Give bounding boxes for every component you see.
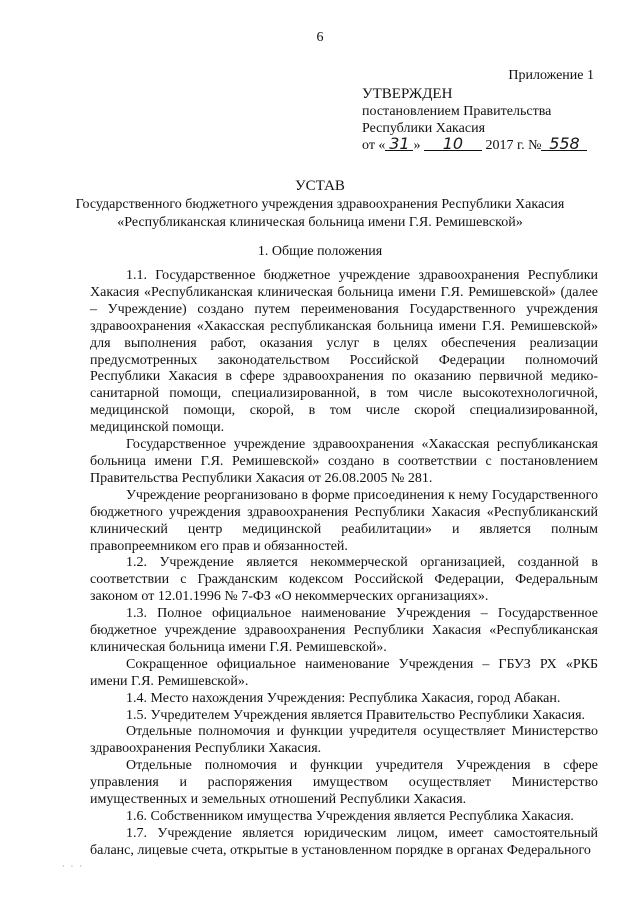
date-mid: » <box>413 138 421 153</box>
handwritten-month: 10 <box>424 137 482 151</box>
number-prefix: № <box>528 138 542 153</box>
section-heading: 1. Общие положения <box>257 244 383 259</box>
paragraph: 1.7. Учреждение является юридическим лицом, имеет самостоятельный баланс, лицевые счета, открытые в установленном порядке в органах Федерального <box>90 825 598 858</box>
handwritten-decree-number: 558 <box>541 137 587 151</box>
approval-block <box>362 86 587 154</box>
subtitle-line-2: «Республиканская клиническая больница имени Г.Я. Ремишевской» <box>117 215 523 230</box>
approved-label: УТВЕРЖДЕН <box>362 86 453 102</box>
paragraph: Отдельные полномочия и функции учредителя Учреждения в сфере управления и распоряжения имуществом осуществляет Министерство имущественных и земельных отношений Республики Хакасия. <box>90 758 598 808</box>
decree-year: 2017 г. <box>485 138 525 153</box>
paragraph: 1.1. Государственное бюджетное учреждение здравоохранения Республики Хакасия «Республиканская клиническая больница имени Г.Я. Ремишевской» (далее – Учреждение) создано путем переименования Государственного учреждения здравоохранения «Хакасская республиканская больница имени Г.Я. Ремишевской» для выполнения работ, оказания услуг в целях обеспечения реализации предусмотренных законодательством Российской Федерации полномочий Республики Хакасия в сфере здравоохранения по оказанию первичной медико-санитарной помощи, специализированной, в том числе высокотехнологичной, медицинской помощи, скорой, в том числе скорой специализированной, медицинской помощи. <box>90 268 598 436</box>
charter-title: УСТАВ <box>295 178 345 194</box>
paragraph: 1.3. Полное официальное наименование Учреждения – Государственное бюджетное учреждение здравоохранения Республики Хакасия «Республиканская клиническая больница имени Г.Я. Ремишевской». <box>90 606 598 655</box>
decree-line-1: постановлением Правительства <box>362 104 552 119</box>
paragraph: Учреждение реорганизовано в форме присоединения к нему Государственного бюджетного учреждения здравоохранения Республики Хакасия «Республиканский клинический центр медицинской реабилитации» и является полным правопреемником его прав и обязанностей. <box>90 487 598 554</box>
document-body <box>90 268 598 860</box>
paragraph: 1.4. Место нахождения Учреждения: Республика Хакасия, город Абакан. <box>126 690 561 706</box>
paragraph: Сокращенное официальное наименование Учреждения – ГБУЗ РХ «РКБ имени Г.Я. Ремишевской». <box>90 656 598 689</box>
appendix-label: Приложение 1 <box>508 68 594 83</box>
paragraph: 1.2. Учреждение является некоммерческой организацией, созданной в соответствии с Гражданским кодексом Российской Федерации, Федеральным законом от 12.01.1996 № 7-ФЗ «О некоммерческих организациях». <box>90 555 598 605</box>
paragraph: 1.6. Собственником имущества Учреждения является Республика Хакасия. <box>126 809 574 824</box>
decree-date-line <box>362 134 587 154</box>
page-number: 6 <box>316 30 324 45</box>
charter-subtitle <box>60 196 580 232</box>
paragraph: 1.5. Учредителем Учреждения является Правительство Республики Хакасия. <box>126 707 586 723</box>
paragraph: Государственное учреждение здравоохранения «Хакасская республиканская больница имени Г.Я. Ремишевской» создано в соответствии с постановлением Правительства Республики Хакасия от 26.08.2005 № 281. <box>90 437 598 486</box>
date-prefix: от « <box>362 138 386 153</box>
handwritten-day: 31 <box>385 137 413 151</box>
subtitle-line-1: Государственного бюджетного учреждения здравоохранения Республики Хакасия <box>75 197 565 212</box>
paragraph: Отдельные полномочия и функции учредителя осуществляет Министерство здравоохранения Республики Хакасия. <box>90 724 598 757</box>
scan-artifact: · · · <box>62 862 84 871</box>
decree-line-2: Республики Хакасия <box>362 121 486 136</box>
